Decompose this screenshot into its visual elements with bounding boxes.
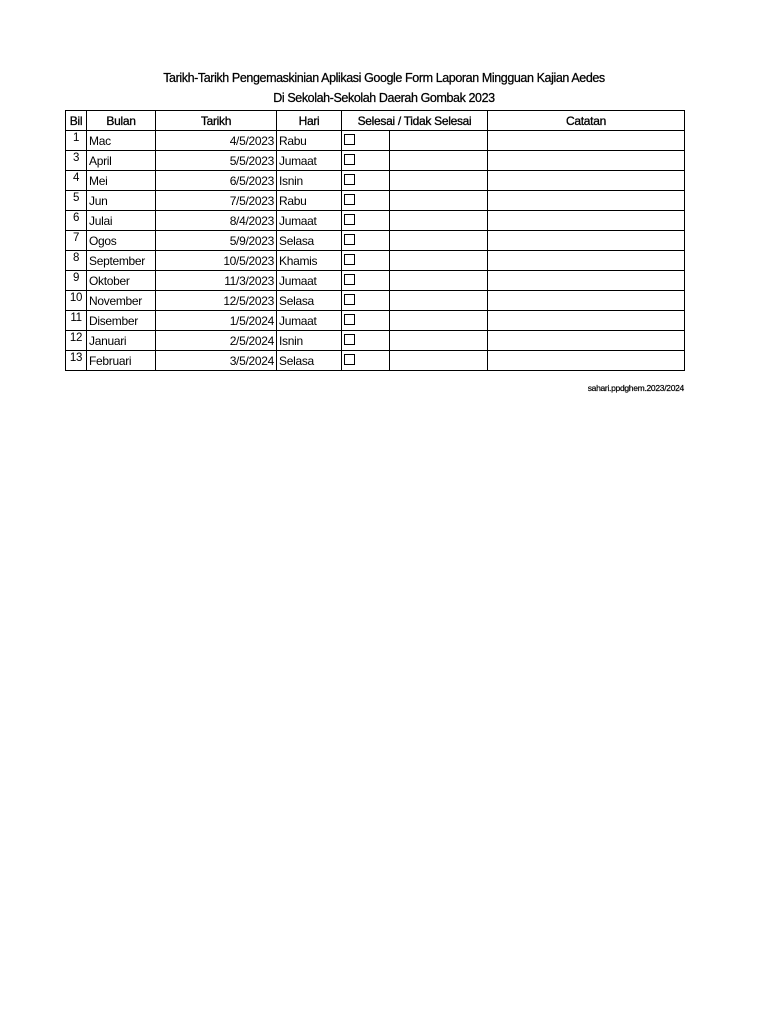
cell-catatan[interactable]: [488, 211, 685, 231]
cell-tarikh: 11/3/2023: [156, 271, 277, 291]
table-row: [66, 231, 685, 251]
cell-hari: Rabu: [277, 191, 342, 211]
cell-status-spacer: [390, 311, 488, 331]
cell-status: [342, 131, 390, 151]
checkbox-icon[interactable]: [344, 294, 355, 305]
cell-hari: Selasa: [277, 291, 342, 311]
cell-hari: Selasa: [277, 351, 342, 371]
cell-status: [342, 291, 390, 311]
cell-catatan[interactable]: [488, 171, 685, 191]
table-row: [66, 171, 685, 191]
table-row: [66, 251, 685, 271]
cell-status-spacer: [390, 151, 488, 171]
cell-bulan: Disember: [87, 311, 156, 331]
cell-hari: Rabu: [277, 131, 342, 151]
table-row: [66, 291, 685, 311]
cell-status-spacer: [390, 231, 488, 251]
checkbox-icon[interactable]: [344, 214, 355, 225]
cell-bil: 11: [66, 311, 87, 331]
checkbox-icon[interactable]: [344, 134, 355, 145]
cell-bulan: Oktober: [87, 271, 156, 291]
cell-tarikh: 5/5/2023: [156, 151, 277, 171]
cell-tarikh: 2/5/2024: [156, 331, 277, 351]
cell-bil: 8: [66, 251, 87, 271]
cell-catatan[interactable]: [488, 231, 685, 251]
cell-bil: 6: [66, 211, 87, 231]
cell-catatan[interactable]: [488, 191, 685, 211]
cell-bulan: Februari: [87, 351, 156, 371]
table-row: [66, 311, 685, 331]
cell-status-spacer: [390, 271, 488, 291]
table-row: [66, 191, 685, 211]
cell-status-spacer: [390, 331, 488, 351]
cell-status-spacer: [390, 291, 488, 311]
cell-hari: Jumaat: [277, 271, 342, 291]
cell-bil: 9: [66, 271, 87, 291]
cell-status: [342, 171, 390, 191]
cell-tarikh: 5/9/2023: [156, 231, 277, 251]
document-title: [0, 68, 768, 108]
cell-hari: Isnin: [277, 331, 342, 351]
cell-catatan[interactable]: [488, 131, 685, 151]
cell-status-spacer: [390, 131, 488, 151]
cell-bil: 13: [66, 351, 87, 371]
table-row: [66, 211, 685, 231]
table-row: [66, 151, 685, 171]
checkbox-icon[interactable]: [344, 274, 355, 285]
cell-status: [342, 151, 390, 171]
table-header-row: [66, 111, 685, 131]
checkbox-icon[interactable]: [344, 234, 355, 245]
cell-status: [342, 311, 390, 331]
cell-tarikh: 10/5/2023: [156, 251, 277, 271]
cell-status: [342, 251, 390, 271]
cell-status-spacer: [390, 171, 488, 191]
cell-bil: 4: [66, 171, 87, 191]
header-bulan: Bulan: [87, 111, 156, 131]
cell-status: [342, 231, 390, 251]
cell-hari: Selasa: [277, 231, 342, 251]
title-line-2: Di Sekolah-Sekolah Daerah Gombak 2023: [273, 91, 495, 105]
cell-tarikh: 8/4/2023: [156, 211, 277, 231]
cell-bulan: Julai: [87, 211, 156, 231]
cell-catatan[interactable]: [488, 151, 685, 171]
cell-catatan[interactable]: [488, 331, 685, 351]
checkbox-icon[interactable]: [344, 154, 355, 165]
footer-credit: sahari.ppdghem.2023/2024: [587, 383, 684, 393]
table-row: [66, 131, 685, 151]
cell-catatan[interactable]: [488, 351, 685, 371]
header-status: Selesai / Tidak Selesai: [342, 111, 488, 131]
table-row: [66, 331, 685, 351]
cell-bil: 12: [66, 331, 87, 351]
header-bil: Bil: [66, 111, 87, 131]
header-hari: Hari: [277, 111, 342, 131]
cell-catatan[interactable]: [488, 271, 685, 291]
cell-tarikh: 7/5/2023: [156, 191, 277, 211]
checkbox-icon[interactable]: [344, 334, 355, 345]
cell-tarikh: 6/5/2023: [156, 171, 277, 191]
checkbox-icon[interactable]: [344, 354, 355, 365]
table-row: [66, 271, 685, 291]
cell-status: [342, 211, 390, 231]
cell-status: [342, 351, 390, 371]
cell-catatan[interactable]: [488, 291, 685, 311]
cell-bulan: Mac: [87, 131, 156, 151]
cell-bulan: April: [87, 151, 156, 171]
checkbox-icon[interactable]: [344, 314, 355, 325]
cell-tarikh: 1/5/2024: [156, 311, 277, 331]
checkbox-icon[interactable]: [344, 254, 355, 265]
cell-tarikh: 12/5/2023: [156, 291, 277, 311]
cell-bil: 7: [66, 231, 87, 251]
cell-catatan[interactable]: [488, 251, 685, 271]
cell-bil: 10: [66, 291, 87, 311]
cell-bulan: November: [87, 291, 156, 311]
table-row: [66, 351, 685, 371]
cell-bulan: Ogos: [87, 231, 156, 251]
cell-status: [342, 191, 390, 211]
cell-status-spacer: [390, 211, 488, 231]
table-body: [66, 131, 685, 371]
cell-bil: 5: [66, 191, 87, 211]
header-tarikh: Tarikh: [156, 111, 277, 131]
cell-bulan: September: [87, 251, 156, 271]
cell-catatan[interactable]: [488, 311, 685, 331]
cell-status-spacer: [390, 251, 488, 271]
cell-hari: Jumaat: [277, 311, 342, 331]
cell-status-spacer: [390, 351, 488, 371]
cell-bulan: Mei: [87, 171, 156, 191]
schedule-table: [65, 110, 685, 371]
cell-bil: 3: [66, 151, 87, 171]
cell-hari: Khamis: [277, 251, 342, 271]
cell-tarikh: 4/5/2023: [156, 131, 277, 151]
cell-hari: Jumaat: [277, 211, 342, 231]
header-catatan: Catatan: [488, 111, 685, 131]
cell-bil: 1: [66, 131, 87, 151]
cell-hari: Isnin: [277, 171, 342, 191]
cell-tarikh: 3/5/2024: [156, 351, 277, 371]
checkbox-icon[interactable]: [344, 194, 355, 205]
cell-bulan: Jun: [87, 191, 156, 211]
cell-hari: Jumaat: [277, 151, 342, 171]
cell-status: [342, 271, 390, 291]
title-line-1: Tarikh-Tarikh Pengemaskinian Aplikasi Google Form Laporan Mingguan Kajian Aedes: [163, 71, 605, 85]
cell-status: [342, 331, 390, 351]
checkbox-icon[interactable]: [344, 174, 355, 185]
cell-bulan: Januari: [87, 331, 156, 351]
cell-status-spacer: [390, 191, 488, 211]
